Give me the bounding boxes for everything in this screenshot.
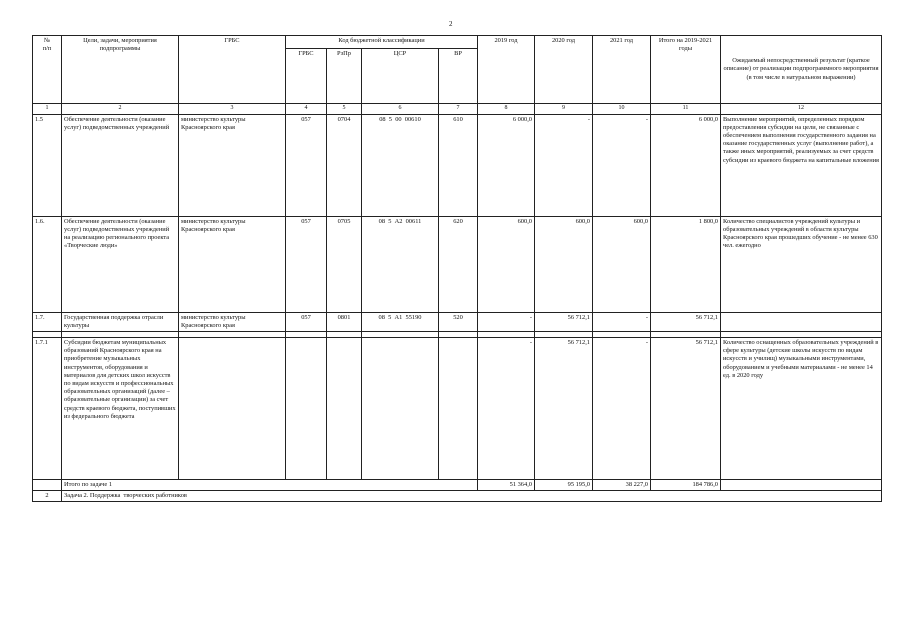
row-no: 1.6. — [33, 216, 62, 312]
header-total: Итого на 2019-2021 годы — [651, 36, 721, 104]
row-grbs: 057 — [286, 114, 327, 216]
row-result — [721, 312, 882, 331]
row-rzpr: 0705 — [327, 216, 362, 312]
col-number: 8 — [478, 104, 535, 115]
row-grbs-name: министерство культуры Красноярского края — [179, 114, 286, 216]
totals-2019: 51 364,0 — [478, 480, 535, 491]
header-2021: 2021 год — [593, 36, 651, 104]
header-2020: 2020 год — [535, 36, 593, 104]
row-result: Количество оснащенных образовательных учреждений в сфере культуры (детские школы искусств по видам искусств и училищ) музыкальными инструментами, оборудованием и учебными материалами - не менее 14 ед. в 2020 году — [721, 338, 882, 480]
header-sub-csr: ЦСР — [362, 49, 439, 104]
row-2021: - — [593, 338, 651, 480]
row-csr — [362, 338, 439, 480]
row-vr: 620 — [439, 216, 478, 312]
totals-2020: 95 195,0 — [535, 480, 593, 491]
col-number: 10 — [593, 104, 651, 115]
page-number: 2 — [449, 20, 453, 28]
row-total: 6 000,0 — [651, 114, 721, 216]
totals-label: Итого по задаче 1 — [62, 480, 478, 491]
table-row — [33, 338, 882, 480]
row-2021: 600,0 — [593, 216, 651, 312]
section-label: Задача 2. Поддержка творческих работников — [62, 491, 882, 502]
col-number: 5 — [327, 104, 362, 115]
row-grbs-name: министерство культуры Красноярского края — [179, 216, 286, 312]
budget-table — [32, 35, 882, 502]
row-2019: 600,0 — [478, 216, 535, 312]
row-2020: 56 712,1 — [535, 312, 593, 331]
col-number: 2 — [62, 104, 179, 115]
header-sub-rzpr: РзПр — [327, 49, 362, 104]
section-row — [33, 491, 882, 502]
header-sub-grbs: ГРБС — [286, 49, 327, 104]
row-csr: 08 5 А2 00611 — [362, 216, 439, 312]
col-number: 3 — [179, 104, 286, 115]
row-name: Государственная поддержка отрасли культуры — [62, 312, 179, 331]
row-rzpr — [327, 338, 362, 480]
row-2020: 600,0 — [535, 216, 593, 312]
row-total: 56 712,1 — [651, 312, 721, 331]
row-2019: - — [478, 312, 535, 331]
table-row — [33, 114, 882, 216]
row-name: Обеспечение деятельности (оказание услуг) подведомственных учреждений на реализацию регионального проекта «Творческие люди» — [62, 216, 179, 312]
column-numbers-row — [33, 104, 882, 115]
row-grbs: 057 — [286, 312, 327, 331]
col-number: 11 — [651, 104, 721, 115]
col-number: 6 — [362, 104, 439, 115]
col-number: 12 — [721, 104, 882, 115]
table-row — [33, 312, 882, 331]
totals-row — [33, 480, 882, 491]
header-expected-result: Ожидаемый непосредственный результат (краткое описание) от реализации подпрограммного мероприятия (в том числе в натуральном выражении) — [721, 36, 882, 104]
row-no: 1.7. — [33, 312, 62, 331]
row-2019: - — [478, 338, 535, 480]
row-2019: 6 000,0 — [478, 114, 535, 216]
row-name: Субсидии бюджетам муниципальных образований Красноярского края на приобретение музыкальных инструментов, оборудования и материалов для детских школ искусств по видам искусств и профессиональных образовательных организаций (далее – образовательные организации) за счет средств краевого бюджета, поступивших из федерального бюджета — [62, 338, 179, 480]
row-name: Обеспечение деятельности (оказание услуг) подведомственных учреждений — [62, 114, 179, 216]
row-total: 1 800,0 — [651, 216, 721, 312]
header-grbs: ГРБС — [179, 36, 286, 104]
row-2021: - — [593, 312, 651, 331]
totals-total: 184 786,0 — [651, 480, 721, 491]
row-grbs-name: министерство культуры Красноярского края — [179, 312, 286, 331]
row-2020: - — [535, 114, 593, 216]
header-no: № п/п — [33, 36, 62, 104]
row-grbs — [286, 338, 327, 480]
header-sub-vr: ВР — [439, 49, 478, 104]
row-2020: 56 712,1 — [535, 338, 593, 480]
row-2021: - — [593, 114, 651, 216]
header-row-1 — [33, 36, 882, 49]
section-no: 2 — [33, 491, 62, 502]
row-csr: 08 5 А1 55190 — [362, 312, 439, 331]
row-result: Выполнение мероприятий, определенных порядком предоставления субсидии на цели, не связанные с обеспечением выполнения государственного задания на оказание государственных услуг (выполнение работ), а также иных мероприятий, реализуемых за счет средств субсидии из краевого бюджета на капитальные вложения — [721, 114, 882, 216]
row-csr: 08 5 00 00610 — [362, 114, 439, 216]
row-result: Количество специалистов учреждений культуры и образовательных учреждений в области культуры Красноярского края прошедших обучение - не менее 630 чел. ежегодно — [721, 216, 882, 312]
row-no: 1.7.1 — [33, 338, 62, 480]
row-grbs: 057 — [286, 216, 327, 312]
col-number: 9 — [535, 104, 593, 115]
col-number: 1 — [33, 104, 62, 115]
row-rzpr: 0801 — [327, 312, 362, 331]
header-budget-code: Код бюджетной классификации — [286, 36, 478, 49]
row-vr: 610 — [439, 114, 478, 216]
row-vr — [439, 338, 478, 480]
header-2019: 2019 год — [478, 36, 535, 104]
totals-2021: 38 227,0 — [593, 480, 651, 491]
row-total: 56 712,1 — [651, 338, 721, 480]
row-grbs-name — [179, 338, 286, 480]
row-vr: 520 — [439, 312, 478, 331]
col-number: 7 — [439, 104, 478, 115]
table-row — [33, 216, 882, 312]
row-rzpr: 0704 — [327, 114, 362, 216]
col-number: 4 — [286, 104, 327, 115]
header-goals: Цели, задачи, мероприятия подпрограммы — [62, 36, 179, 104]
row-no: 1.5 — [33, 114, 62, 216]
